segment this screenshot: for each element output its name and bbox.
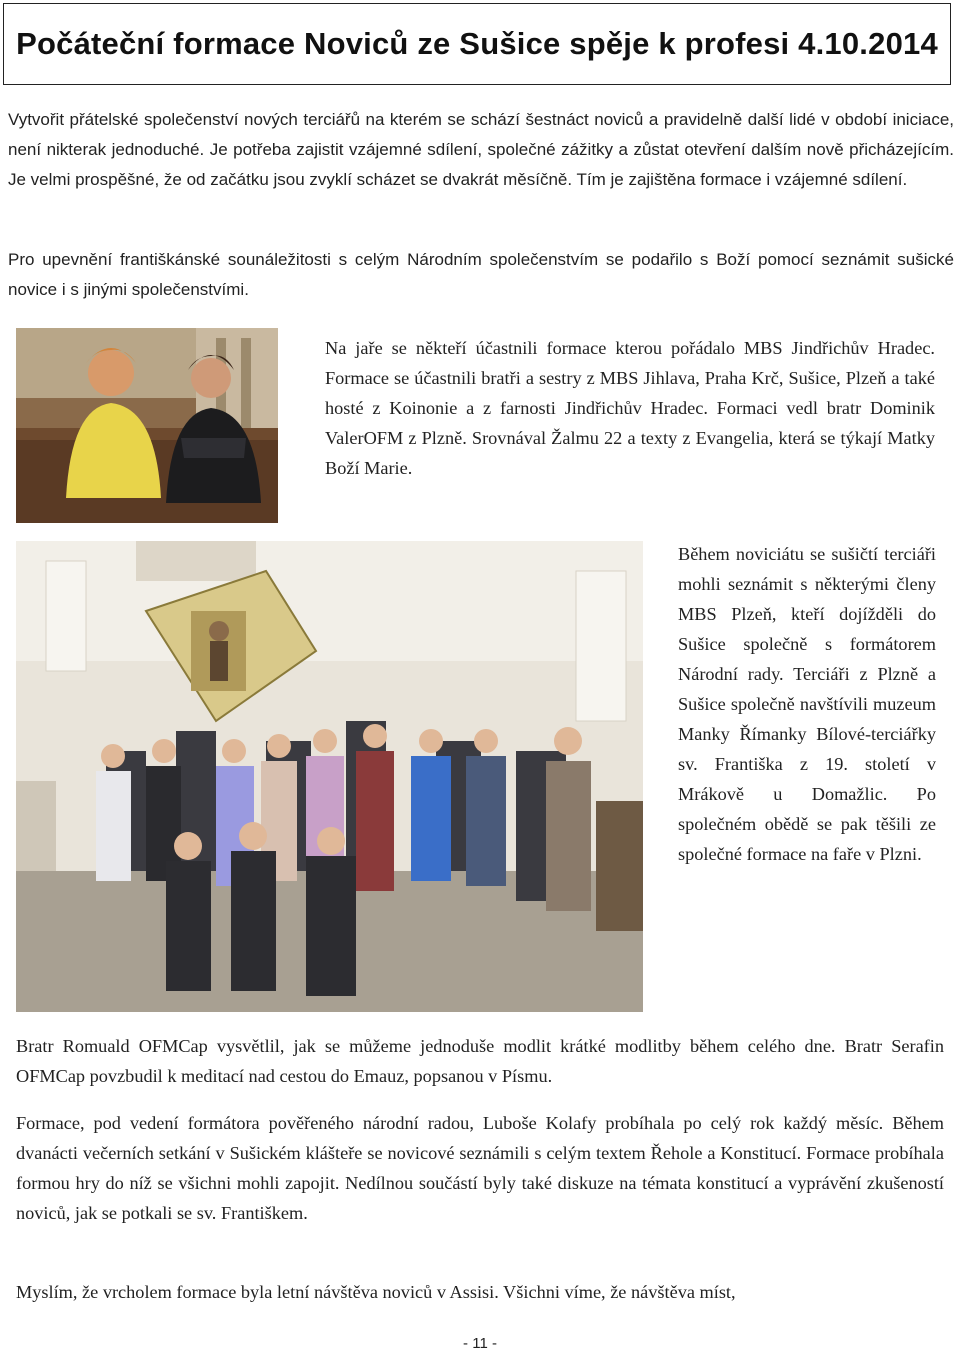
paragraph-prayer: Bratr Romuald OFMCap vysvětlil, jak se můžeme jednoduše modlit krátké modlitby během celého dne. Bratr Serafin OFMCap povzbudil k meditací nad cestou do Emauz, popsanou v Písmu.: [16, 1036, 944, 1086]
photo-women-in-church: [16, 328, 278, 523]
paragraph-unity: Pro upevnění františkánské sounáležitosti s celým Národním společenstvím se podařilo s Boží pomocí seznámit sušické novice i s jinými společenstvími.: [8, 250, 954, 299]
page-title: Počáteční formace Noviců ze Sušice spěje k profesi 4.10.2014: [16, 26, 938, 61]
paragraph-formation-year: Formace, pod vedení formátora pověřeného národní radou, Luboše Kolafy probíhala po celý rok každý měsíc. Během dvanácti večerních setkání v Sušickém klášteře se novicové seznámili s celým textem Řehole a Konstitucí. Formace probíhala formou hry do níž se všichni mohli zapojit. Nedílnou součástí byly také diskuze na témata konstitucí a vyprávění zkušeností noviců, jak se potkali se sv. Františkem.: [16, 1113, 944, 1223]
photo-group-with-banner: [16, 541, 643, 1012]
paragraph-novitiate: Během noviciátu se sušičtí terciáři mohli seznámit s některými členy MBS Plzeň, kteří dojížděli do Sušice společně s formátorem Národní rady. Terciáři z Plzně a Sušice společně navštívili muzeum Manky Římanky Bílové-terciářky sv. Františka z 19. století v Mrákově u Domažlic. Po společném obědě se pak těšili ze společné formace na faře v Plzni.: [678, 544, 936, 864]
page-number: - 11 -: [463, 1335, 497, 1352]
paragraph-spring-formation: Na jaře se někteří účastnili formace kterou pořádalo MBS Jindřichův Hradec. Formace se účastnili bratři a sestry z MBS Jihlava, Praha Krč, Sušice, Plzeň a také hosté z Koinonie a z farnosti Jindřichův Hradec. Formaci vedl bratr Dominik ValerOFM z Plzně. Srovnával Žalmu 22 a texty z Evangelia, která se týkají Matky Boží Marie.: [325, 338, 935, 478]
title-box: [3, 3, 951, 85]
paragraph-intro: Vytvořit přátelské společenství nových terciářů na kterém se schází šestnáct noviců a pravidelně další lidé v období iniciace, není nikterak jednoduché. Je potřeba zajistit vzájemné sdílení, společné zážitky a zůstat otevření dalším nově přicházejícím. Je velmi prospěšné, že od začátku jsou zvyklí scházet se dvakrát měsíčně. Tím je zajištěna formace i vzájemné sdílení.: [8, 110, 954, 189]
paragraph-assisi: Myslím, že vrcholem formace byla letní návštěva noviců v Assisi. Všichni víme, že návštěva míst,: [16, 1282, 736, 1302]
